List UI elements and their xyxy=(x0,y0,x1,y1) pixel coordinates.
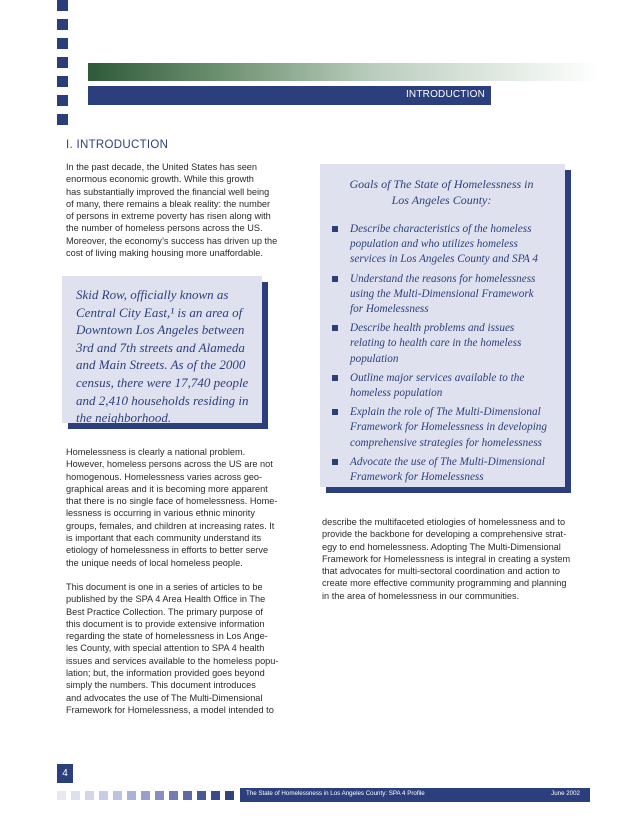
body-paragraph-3: This document is one in a series of articles to be published by the SPA 4 Area Health Office in The Best Practice Collection. The primary purpose of this document is to provide extensive information regarding the state of homelessness in Los Ange- les County, with special attention to SPA 4 health issues and services available to the homeless popu- lation; but, the information provided goes beyond simply the numbers. This document introduces and advocates the use of The Multi-Dimensional Framework for Homelessness, a model intended to xyxy=(66,582,279,715)
skid-row-callout xyxy=(62,276,262,426)
footer-square xyxy=(127,791,136,800)
square-bullet-icon xyxy=(332,325,338,331)
section-title: I. INTRODUCTION xyxy=(66,139,169,151)
footer-square xyxy=(71,791,80,800)
decor-square xyxy=(57,76,68,87)
goal-item: Describe characteristics of the homeless population and who utilizes homeless services in Los Angeles County and SPA 4 xyxy=(328,222,555,268)
body-paragraph-2: Homelessness is clearly a national problem. However, homeless persons across the US are not homogenous. Homelessness varies across geo- graphical areas and it is becoming more apparent that there is no single face of homelessness. Home- lessness is occurring in various ethnic minority groups, females, and children at increasing rates. It is important that each community understand its etiology of homelessness in efforts to better serve the unique needs of local homeless people. xyxy=(66,447,278,568)
footer-square xyxy=(211,791,220,800)
page-number: 4 xyxy=(62,768,68,779)
footer-square xyxy=(113,791,122,800)
goal-item: Outline major services available to the homeless population xyxy=(328,371,555,401)
footer-square xyxy=(141,791,150,800)
skid-row-text: Skid Row, officially known as Central City East,¹ is an area of Downtown Los Angeles between 3rd and 7th streets and Alameda and Main Streets. As of the 2000 census, there were 17,740 people and 2,410 households residing in the neighborhood. xyxy=(76,287,249,426)
decor-square xyxy=(57,19,68,30)
right-column-paragraph: describe the multifaceted etiologies of homelessness and to provide the backbone for developing a comprehensive strat- egy to end homelessness. Adopting The Multi-Dimensional Framework for Homelessness is integral in creating a system that advocates for multi-sectoral coordination and action to create more effective community programming and planning in the area of homelessness in our communities. xyxy=(322,517,571,601)
decor-square xyxy=(57,57,68,68)
footer-square xyxy=(169,791,178,800)
footer-square xyxy=(155,791,164,800)
goals-list xyxy=(328,222,555,485)
footer-date: June 2002 xyxy=(551,790,580,797)
square-bullet-icon xyxy=(332,276,338,282)
header-gradient-band xyxy=(88,63,600,81)
square-bullet-icon xyxy=(332,375,338,381)
square-bullet-icon xyxy=(332,459,338,465)
footer-square xyxy=(197,791,206,800)
footer-title: The State of Homelessness in Los Angeles County: SPA 4 Profile xyxy=(246,790,425,797)
goals-title: Goals of The State of Homelessness in Los Angeles County: xyxy=(349,177,534,207)
footer-bar xyxy=(240,788,590,802)
goal-item: Understand the reasons for homelessness using the Multi-Dimensional Framework for Homelessness xyxy=(328,272,555,318)
decor-square xyxy=(57,0,68,11)
page-number-box xyxy=(57,764,73,783)
goal-item: Advocate the use of The Multi-Dimensional Framework for Homelessness xyxy=(328,455,555,485)
footer-square xyxy=(57,791,66,800)
goal-item: Describe health problems and issues relating to health care in the homeless population xyxy=(328,321,555,367)
decor-square xyxy=(57,114,68,125)
footer-square xyxy=(183,791,192,800)
intro-paragraph: In the past decade, the United States has seen enormous economic growth. While this growth has substantially improved the financial well being of many, there remains a bleak reality: the number of persons in extreme poverty has risen along with the number of homeless persons across the US. Moreover, the economy’s success has driven up the cost of living making housing more unaffordable. xyxy=(66,162,278,259)
footer-square xyxy=(99,791,108,800)
square-bullet-icon xyxy=(332,409,338,415)
goals-box xyxy=(320,164,565,487)
header-bar xyxy=(88,86,491,105)
square-bullet-icon xyxy=(332,226,338,232)
footer-square xyxy=(85,791,94,800)
decor-square xyxy=(57,38,68,49)
header-label: INTRODUCTION xyxy=(405,89,485,100)
decor-square xyxy=(57,95,68,106)
goal-item: Explain the role of The Multi-Dimensional Framework for Homelessness in developing comprehensive strategies for homelessness xyxy=(328,405,555,451)
footer-square xyxy=(225,791,234,800)
